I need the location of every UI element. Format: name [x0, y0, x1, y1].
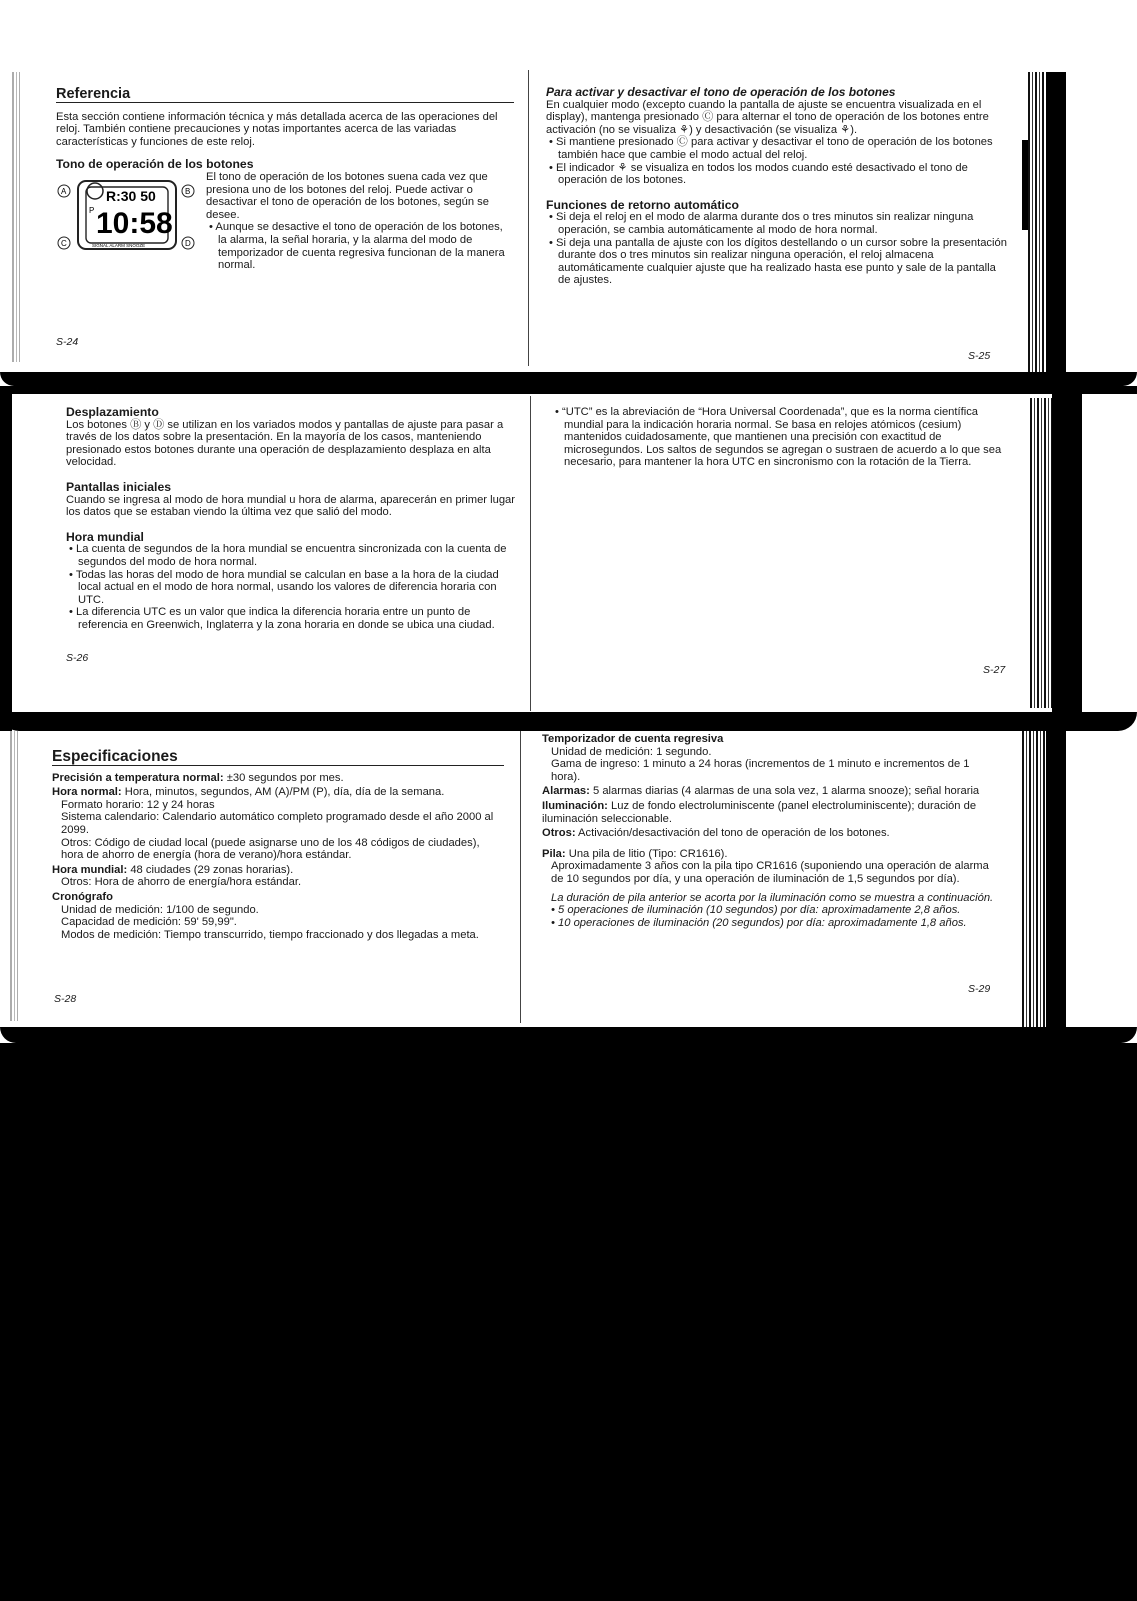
list-item: • 5 operaciones de iluminación (10 segundos) por día: aproximadamente 2,8 años.	[551, 904, 961, 917]
spec-otros: Otros: Activación/desactivación del tono de operación de los botones.	[542, 827, 890, 840]
svg-text:SIGNAL ALARM SNOOZE: SIGNAL ALARM SNOOZE	[92, 242, 146, 248]
watch-main-digits: 10:58	[96, 206, 173, 240]
fold-shadow	[0, 372, 1137, 386]
tono-bullet: • Aunque se desactive el tono de operación de los botones, la alarma, la señal horaria, y la alarma del modo de temporizador de cuenta regresiva funcionan de la manera normal.	[209, 221, 505, 272]
fold-shadow	[0, 1027, 1137, 1043]
binding-shadow-mark	[1022, 140, 1028, 230]
spec-hora-mundial: Hora mundial: 48 ciudades (29 zonas horarias).	[52, 863, 294, 876]
fold-shadow-bottom	[0, 712, 1137, 731]
page-s28	[52, 748, 504, 941]
paragraph: Cuando se ingresa al modo de hora mundial u hora de alarma, aparecerán en primer lugar los datos que se estaban viendo la última vez que salió del modo.	[66, 493, 516, 519]
spec-temporizador: Temporizador de cuenta regresiva	[542, 733, 724, 745]
spread-s28-s29	[0, 731, 1137, 1043]
tono-text: El tono de operación de los botones suena cada vez que presiona uno de los botones del reloj. Puede activar o desactivar el tono de operación de los botones, según se desee.	[206, 170, 489, 221]
svg-text:P: P	[89, 205, 95, 215]
list-item: • Si deja el reloj en el modo de alarma durante dos o tres minutos sin realizar ninguna operación, se cambia automáticamente al modo de hora normal.	[549, 211, 974, 236]
spec-hora-normal: Hora normal: Hora, minutos, segundos, AM (A)/PM (P), día, día de la semana.	[52, 786, 445, 799]
list-item: • La diferencia UTC es un valor que indica la diferencia horaria entre un punto de referencia en Greenwich, Inglaterra y la zona horaria en donde se ubica una ciudad.	[69, 606, 495, 631]
page-number: S-28	[54, 993, 77, 1005]
page-edge-left	[10, 731, 18, 1021]
spec-cronografo: Cronógrafo	[52, 890, 113, 903]
spread-s26-s27	[0, 386, 1137, 731]
page-number: S-25	[968, 350, 991, 362]
spec-sistema: Sistema calendario: Calendario automático completo programado desde el año 2000 al 2099.	[61, 811, 494, 836]
page-s26	[66, 406, 520, 632]
spine	[530, 396, 531, 711]
list-item: • La cuenta de segundos de la hora mundial se encuentra sincronizada con la cuenta de segundos del modo de hora normal.	[69, 543, 507, 568]
page-edge-right	[1022, 731, 1046, 1027]
spec-pila: Pila: Una pila de litio (Tipo: CR1616).	[542, 847, 728, 860]
spec-formato: Formato horario: 12 y 24 horas	[61, 798, 215, 811]
page-s24	[56, 88, 514, 281]
page-edge-right	[1028, 72, 1046, 372]
page-number: S-24	[56, 336, 79, 348]
watch-top-digits: R:30 50	[106, 187, 156, 204]
svg-text:C: C	[61, 238, 67, 248]
spec-capacidad: Capacidad de medición: 59' 59,99".	[61, 916, 237, 929]
page-number: S-26	[66, 652, 89, 664]
spec-modos: Modos de medición: Tiempo transcurrido, tiempo fraccionado y dos llegadas a meta.	[61, 928, 479, 941]
spine	[520, 731, 521, 1023]
svg-text:D: D	[185, 238, 191, 248]
binding-shadow	[1052, 394, 1082, 731]
page-edge-right	[1030, 398, 1052, 708]
subsection-heading: Para activar y desactivar el tono de operación de los botones	[546, 85, 896, 99]
paragraph: Los botones Ⓑ y Ⓓ se utilizan en los variados modos y pantallas de ajuste para pasar a través de los datos sobre la presentación. En la mayoría de los casos, manteniendo presionado estos botones durante una operación de desplazamiento desplaza en alta velocidad.	[66, 418, 504, 469]
spec-unidad: Unidad de medición: 1/100 de segundo.	[61, 903, 259, 916]
watch-illustration	[56, 175, 196, 257]
section-title: Referencia	[56, 88, 514, 103]
list-item: • 10 operaciones de iluminación (20 segundos) por día: aproximadamente 1,8 años.	[551, 916, 967, 929]
page-s27	[552, 406, 1012, 469]
subsection-heading: Pantallas iniciales	[66, 479, 172, 494]
spread-s24-s25	[0, 0, 1137, 386]
page-s25	[546, 86, 1008, 287]
svg-text:B: B	[185, 186, 191, 196]
spec-pila-text: Aproximadamente 3 años con la pila tipo CR1616 (suponiendo una operación de alarma de 10 segundos por día, y una operación de iluminación de 1,5 segundos por día).	[551, 860, 989, 885]
spec-otros: Otros: Código de ciudad local (puede asignarse uno de los 48 códigos de ciudades), hora de ahorro de energía (hora de verano)/hora estándar.	[61, 836, 480, 862]
binding-shadow	[1046, 731, 1066, 1043]
section-title: Especificaciones	[52, 751, 504, 766]
list-item: • Si mantiene presionado Ⓒ para activar y desactivar el tono de operación de los botones también hace que cambie el modo actual del reloj.	[549, 136, 993, 161]
spec-gama: Gama de ingreso: 1 minuto a 24 horas (incrementos de 1 minuto e incrementos de 1 hora).	[551, 758, 970, 783]
page-edge-left	[12, 72, 20, 362]
battery-note: La duración de pila anterior se acorta por la iluminación como se muestra a continuación.	[551, 891, 994, 904]
svg-text:A: A	[61, 186, 67, 196]
spec-unidad: Unidad de medición: 1 segundo.	[551, 745, 712, 758]
list-item: • “UTC” es la abreviación de “Hora Universal Coordenada”, que es la norma científica mundial para la indicación horaria normal. Se basa en relojes atómicos (cesium) mantenidos cuidadosamente, que mantienen una precisión con exactitud de microsegundos. Los saltos de segundos se agregan o sustraen de acuerdo a lo que sea necesario, para mantener la hora UTC en sincronismo con la rotación de la Tierra.	[555, 406, 1002, 469]
spec-precision: Precisión a temperatura normal: ±30 segundos por mes.	[52, 771, 344, 784]
page-number: S-29	[968, 983, 991, 995]
spec-alarmas: Alarmas: 5 alarmas diarias (4 alarmas de una sola vez, 1 alarma snooze); señal horaria	[542, 785, 980, 798]
subsection-heading: Desplazamiento	[66, 405, 159, 419]
subsection-heading: Funciones de retorno automático	[546, 197, 739, 212]
fold-shadow	[0, 386, 1137, 394]
tono-toggle-text: En cualquier modo (excepto cuando la pantalla de ajuste se encuentra visualizada en el display), mantenga presionado Ⓒ para alternar el tono de operación de los botones entre activación (no se visualiza ⚘) y desactivación (se visualiza ⚘).	[546, 98, 989, 136]
binding-shadow-left	[0, 386, 12, 731]
page-s29	[542, 733, 1000, 929]
binding-shadow	[1046, 72, 1066, 386]
subsection-heading: Tono de operación de los botones	[56, 157, 254, 172]
spine	[528, 70, 529, 366]
spec-otros: Otros: Hora de ahorro de energía/hora estándar.	[61, 876, 302, 889]
list-item: • Todas las horas del modo de hora mundial se calculan en base a la hora de la ciudad local actual en el modo de hora normal, usando los valores de diferencia horaria con UTC.	[69, 568, 499, 606]
spec-iluminacion: Iluminación: Luz de fondo electroluminiscente (panel electroluminiscente); duración de iluminación seleccionable.	[542, 799, 977, 825]
list-item: • El indicador ⚘ se visualiza en todos los modos cuando esté desactivado el tono de operación de los botones.	[549, 161, 968, 187]
tono-block	[56, 171, 514, 281]
list-item: • Si deja una pantalla de ajuste con los dígitos destellando o un cursor sobre la presentación durante dos o tres minutos sin realizar ninguna operación, el reloj almacena automáticamente cualquier ajuste que ha realizado hasta ese punto y sale de la pantalla de ajustes.	[549, 236, 1007, 287]
subsection-heading: Hora mundial	[66, 529, 144, 544]
intro-text: Esta sección contiene información técnica y más detallada acerca de las operaciones del reloj. También contiene precauciones y notas importantes acerca de las variadas características y funciones de este reloj.	[56, 110, 498, 148]
page-number: S-27	[983, 664, 1006, 676]
